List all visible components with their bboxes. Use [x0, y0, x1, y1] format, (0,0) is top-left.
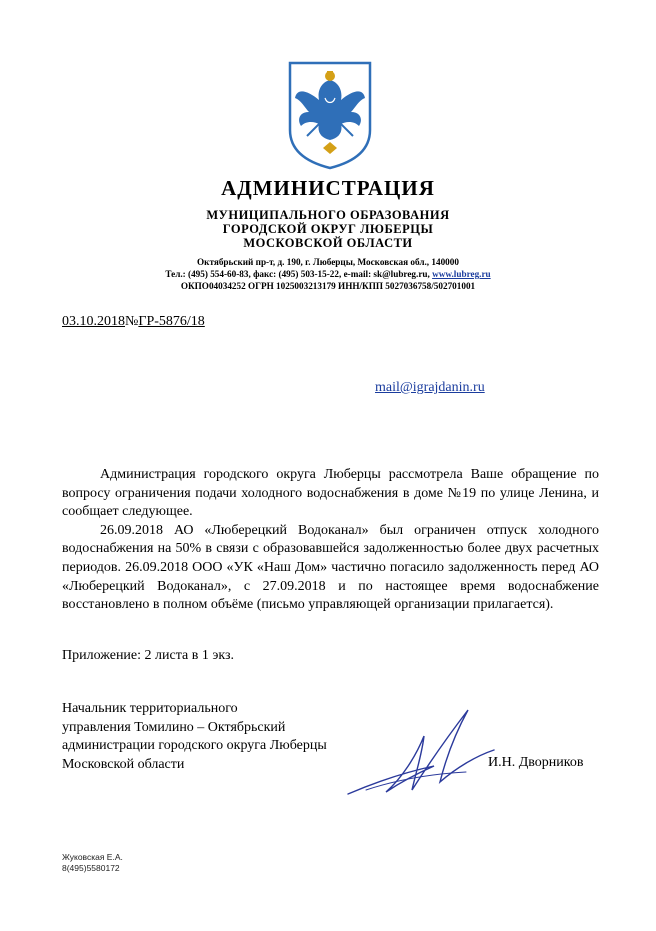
contact-line	[0, 269, 656, 280]
signer-name: И.Н. Дворников	[488, 755, 584, 770]
body-paragraph: Администрация городского округа Люберцы рассмотрела Ваше обращение по вопросу ограничения подачи холодного водоснабжения в доме №19 по улице Ленина, и сообщает следующее.	[62, 467, 599, 520]
position-line: администрации городского округа Люберцы	[62, 738, 327, 754]
subtitle-line: МУНИЦИПАЛЬНОГО ОБРАЗОВАНИЯ	[206, 208, 450, 222]
executor-name: Жуковская Е.А.	[62, 852, 123, 862]
subtitle-line: ГОРОДСКОЙ ОКРУГ ЛЮБЕРЦЫ	[222, 222, 434, 236]
subtitle-line: МОСКОВСКОЙ ОБЛАСТИ	[243, 236, 413, 250]
reference-number	[62, 314, 205, 330]
executor-phone: 8(495)5580172	[62, 863, 120, 873]
document-title: АДМИНИСТРАЦИЯ	[221, 176, 435, 200]
body-paragraph: 26.09.2018 АО «Люберецкий Водоканал» был ограничен отпуск холодного водоснабжения на 50% в связи с образовавшейся задолженностью более двух расчетных периодов. 26.09.2018 ООО «УК «Наш Дом» частично погасило задолженность перед АО «Люберецкий Водоканал», с 27.09.2018 и по настоящее время водоснабжение восстановлено в полном объёме (письмо управляющей организации прилагается).	[62, 522, 599, 613]
website-link[interactable]: www.lubreg.ru	[432, 269, 491, 279]
phone-fax-email: Тел.: (495) 554-60-83, факс: (495) 503-15-22, e-mail: sk@lubreg.ru,	[165, 269, 433, 279]
letter-body	[62, 466, 599, 615]
position-line: Начальник территориального	[62, 701, 238, 716]
executor-info	[62, 852, 123, 874]
position-line: Московской области	[62, 757, 185, 773]
attachment-note: Приложение: 2 листа в 1 экз.	[62, 648, 234, 663]
recipient-email-link[interactable]: mail@igrajdanin.ru	[375, 380, 485, 395]
registry-line: ОКПО04034252 ОГРН 1025003213179 ИНН/КПП 5027036758/502701001	[180, 281, 476, 291]
position-line: управления Томилино – Октябрьский	[62, 719, 286, 735]
number-sign: №	[125, 314, 139, 329]
address-line: Октябрьский пр-т, д. 190, г. Люберцы, Московская обл., 140000	[197, 257, 459, 267]
handwritten-signature	[346, 706, 496, 798]
letter-date: 03.10.2018	[62, 314, 125, 329]
letter-number: ГР-5876/18	[138, 314, 205, 329]
signer-position	[62, 700, 327, 775]
coat-of-arms-icon	[287, 60, 373, 170]
